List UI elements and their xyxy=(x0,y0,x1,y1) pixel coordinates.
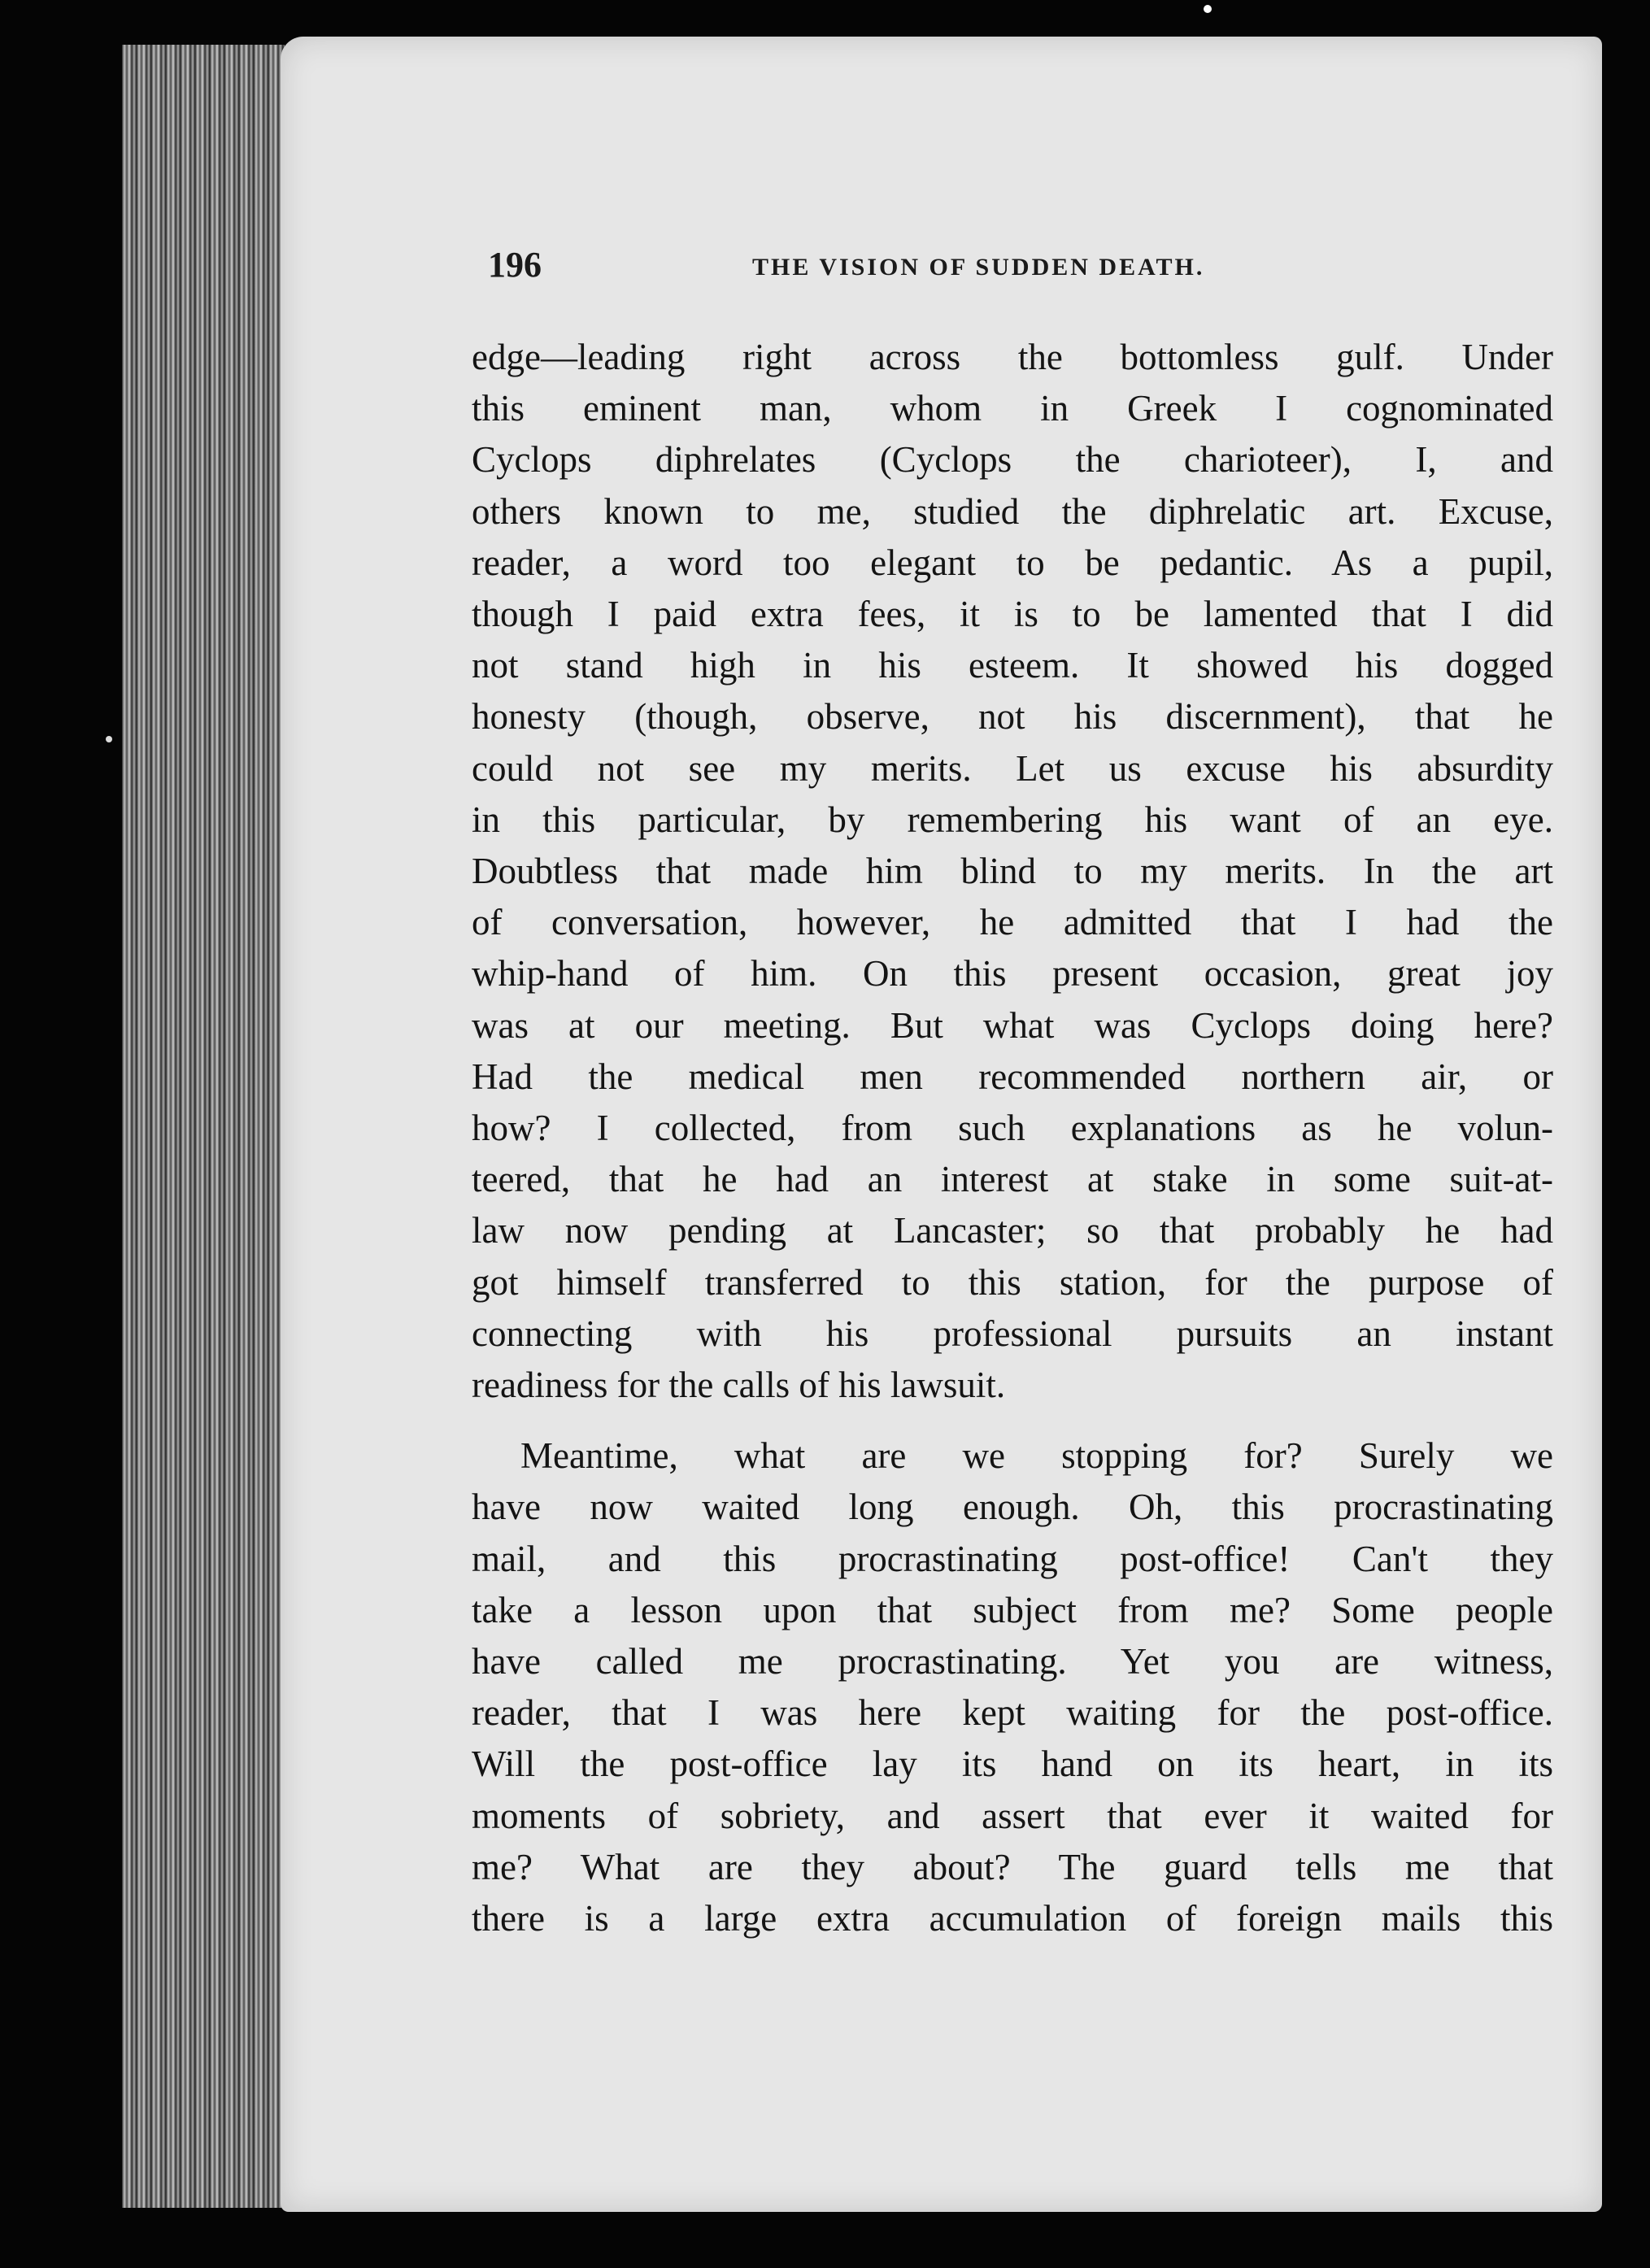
text-line: Meantime, what are we stopping for? Surely we xyxy=(520,1435,1553,1477)
text-line: could not see my merits. Let us excuse his absurdity xyxy=(472,747,1553,789)
body-text xyxy=(472,332,1553,1944)
text-line: teered, that he had an interest at stake in some suit-at- xyxy=(472,1159,1553,1200)
page-number: 196 xyxy=(488,245,542,285)
text-line: take a lesson upon that subject from me? Some people xyxy=(472,1589,1553,1630)
text-line: mail, and this procrastinating post-office! Can't they xyxy=(472,1538,1553,1579)
book-fore-edge xyxy=(122,45,285,2208)
text-line: got himself transferred to this station, for the purpose of xyxy=(472,1261,1553,1303)
text-line: whip-hand of him. On this present occasion, great joy xyxy=(472,953,1553,995)
text-line: readiness for the calls of his lawsuit. xyxy=(472,1365,1006,1406)
text-line: connecting with his professional pursuits an instant xyxy=(472,1312,1553,1354)
text-line: Doubtless that made him blind to my merits. In the art xyxy=(472,851,1553,892)
text-line: reader, a word too elegant to be pedantic. As a pupil, xyxy=(472,542,1553,583)
text-line: others known to me, studied the diphrelatic art. Excuse, xyxy=(472,490,1553,532)
text-line: Had the medical men recommended northern air, or xyxy=(472,1056,1553,1097)
speck-1 xyxy=(106,736,112,742)
text-line: edge—leading right across the bottomless gulf. Under xyxy=(472,337,1553,377)
paragraph-1 xyxy=(472,332,1553,1411)
text-line: have now waited long enough. Oh, this procrastinating xyxy=(472,1487,1553,1528)
text-line: Cyclops diphrelates (Cyclops the charioteer), I, and xyxy=(472,439,1553,481)
text-line: was at our meeting. But what was Cyclops doing here? xyxy=(472,1004,1553,1046)
text-line: have called me procrastinating. Yet you are witness, xyxy=(472,1641,1553,1682)
text-line: honesty (though, observe, not his discernment), that he xyxy=(472,696,1553,738)
text-line: in this particular, by remembering his want of an eye. xyxy=(472,799,1553,840)
text-line: reader, that I was here kept waiting for the post-office. xyxy=(472,1692,1553,1734)
speck-2 xyxy=(1204,5,1212,13)
text-line: this eminent man, whom in Greek I cognominated xyxy=(472,388,1553,429)
running-title: THE VISION OF SUDDEN DEATH. xyxy=(752,254,1205,281)
text-line: Will the post-office lay its hand on its heart, in its xyxy=(472,1743,1553,1785)
text-line: law now pending at Lancaster; so that probably he had xyxy=(472,1210,1553,1252)
running-header xyxy=(488,244,1301,293)
paragraph-2 xyxy=(472,1430,1553,1944)
text-line: how? I collected, from such explanations as he volun- xyxy=(472,1108,1553,1149)
text-line: though I paid extra fees, it is to be lamented that I did xyxy=(472,594,1553,635)
text-line: not stand high in his esteem. It showed his dogged xyxy=(472,645,1553,686)
text-line: me? What are they about? The guard tells me that xyxy=(472,1846,1553,1887)
text-line: there is a large extra accumulation of foreign mails this xyxy=(472,1898,1553,1939)
text-line: moments of sobriety, and assert that ever it waited for xyxy=(472,1795,1553,1836)
text-line: of conversation, however, he admitted that I had the xyxy=(472,902,1553,943)
